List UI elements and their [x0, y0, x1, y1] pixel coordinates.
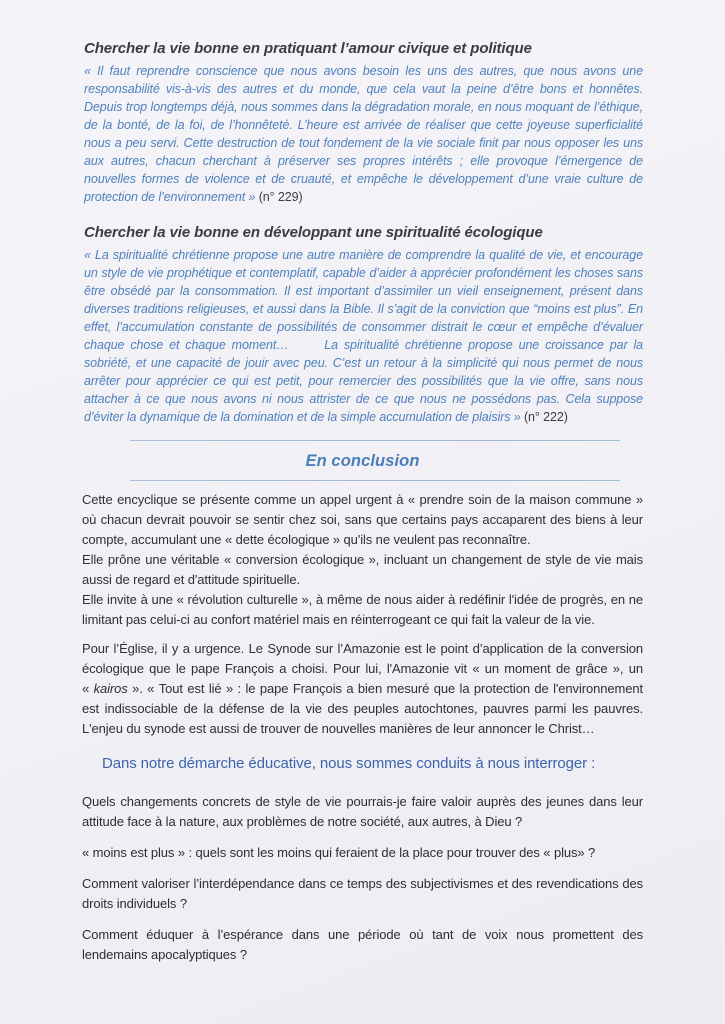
divider-line — [130, 440, 620, 441]
quote-reference: (n° 222) — [523, 410, 568, 424]
educational-prompt-heading: Dans notre démarche éducative, nous sommes conduits à nous interroger : — [102, 755, 596, 772]
quote-reference: (n° 229) — [258, 190, 303, 204]
conclusion-paragraph: Cette encyclique se présente comme un appel urgent à « prendre soin de la maison commune » où chacun devrait pouvoir se sentir chez soi, sans que certains pays accaparent des biens à leur compte, accumulant une « dette écologique » qu'ils ne veulent pas reconnaître. — [82, 492, 643, 547]
quote-text: « Il faut reprendre conscience que nous avons besoin les uns des autres, que nous avons une responsabilité vis-à-vis des autres et du monde, que cela vaut la peine d’être bons et honnêtes. Depuis trop longtemps déjà, nous sommes dans la dégradation morale, en nous moquant de l’éthique, de la bonté, de la foi, de l’honnêteté. L’heure est arrivée de réaliser que cette joyeuse superficialité nous a peu servi. Cette destruction de tout fondement de la vie sociale finit par nous opposer les uns aux autres, chacun cherchant à préserver ses propres intérêts ; elle provoque l’émergence de nouvelles formes de violence et de cruauté, et empêche le développement d’une vraie culture de protection de l’environnement » — [84, 64, 643, 204]
question-item: Comment éduquer à l’espérance dans une période où tant de voix nous promettent des lendemains apocalyptiques ? — [82, 927, 643, 962]
question-item: « moins est plus » : quels sont les moins qui feraient de la place pour trouver des « plus» ? — [82, 845, 596, 860]
question-item: Quels changements concrets de style de vie pourrais-je faire valoir auprès des jeunes dans leur attitude face à la nature, aux problèmes de notre société, aux autres, à Dieu ? — [82, 794, 643, 829]
conclusion-paragraph: Elle prône une véritable « conversion écologique », incluant un changement de style de vie mais aussi de regard et d'attitude spirituelle. — [82, 552, 643, 587]
questions-list — [82, 792, 643, 965]
kairos-italic-word: kairos — [93, 681, 128, 696]
section-heading: Chercher la vie bonne en développant une spiritualité écologique — [84, 224, 543, 241]
conclusion-header — [82, 440, 643, 481]
quote-text: « La spiritualité chrétienne propose une autre manière de comprendre la qualité de vie, et encourage un style de vie prophétique et contemplatif, capable d’aider à apprécier profondément les choses sans être obsédé par la consommation. Il est important d’assimiler un vieil enseignement, présent dans diverses traditions religieuses, et aussi dans la Bible. Il s’agit de la conviction que “moins est plus”. En effet, l’accumulation constante de possibilités de consommer distrait le cœur et empêche d’évaluer chaque chose et chaque moment… La spiritualité chrétienne propose une croissance par la sobriété, et une capacité de jouir avec peu. C’est un retour à la simplicité qui nous permet de nous arrêter pour apprécier ce qui est petit, pour remercier des possibilités que la vie offre, sans nous attacher à ce que nous avons ni nous attrister de ce que nous ne possédons pas. Cela suppose d’éviter la dynamique de la domination et de la simple accumulation de plaisirs » — [84, 248, 643, 424]
encyclical-quote — [84, 62, 643, 206]
encyclical-quote — [84, 246, 643, 426]
conclusion-paragraphs — [82, 490, 643, 630]
synode-text-end: ». « Tout est lié » : le pape François a bien mesuré que la protection de l'environnement est indissociable de la défense de la vie des peuples autochtones, pauvres parmi les pauvres. L'enjeu du synode est aussi de trouver de nouvelles manières de leur annoncer le Christ… — [82, 681, 643, 736]
conclusion-paragraph: Elle invite à une « révolution culturelle », à même de nous aider à redéfinir l'idée de progrès, en ne limitant pas celui-ci au confort matériel mais en réinterrogeant ce qui fait la valeur de la vie. — [82, 592, 643, 627]
synode-text-start: Pour l’Église, il y a urgence. Le Synode sur l’Amazonie est le point d’application de la conversion écologique que le pape François a choisi. Pour lui, l'Amazonie vit « un moment de grâce », un « — [82, 641, 643, 696]
section-heading: Chercher la vie bonne en pratiquant l’amour civique et politique — [84, 40, 532, 57]
synode-paragraph — [82, 639, 643, 739]
divider-line — [130, 480, 620, 481]
question-item: Comment valoriser l’interdépendance dans ce temps des subjectivismes et des revendications des droits individuels ? — [82, 876, 643, 911]
section-spiritualite-ecologique — [82, 224, 643, 426]
section-amour-civique — [82, 40, 643, 206]
conclusion-title: En conclusion — [305, 452, 420, 470]
